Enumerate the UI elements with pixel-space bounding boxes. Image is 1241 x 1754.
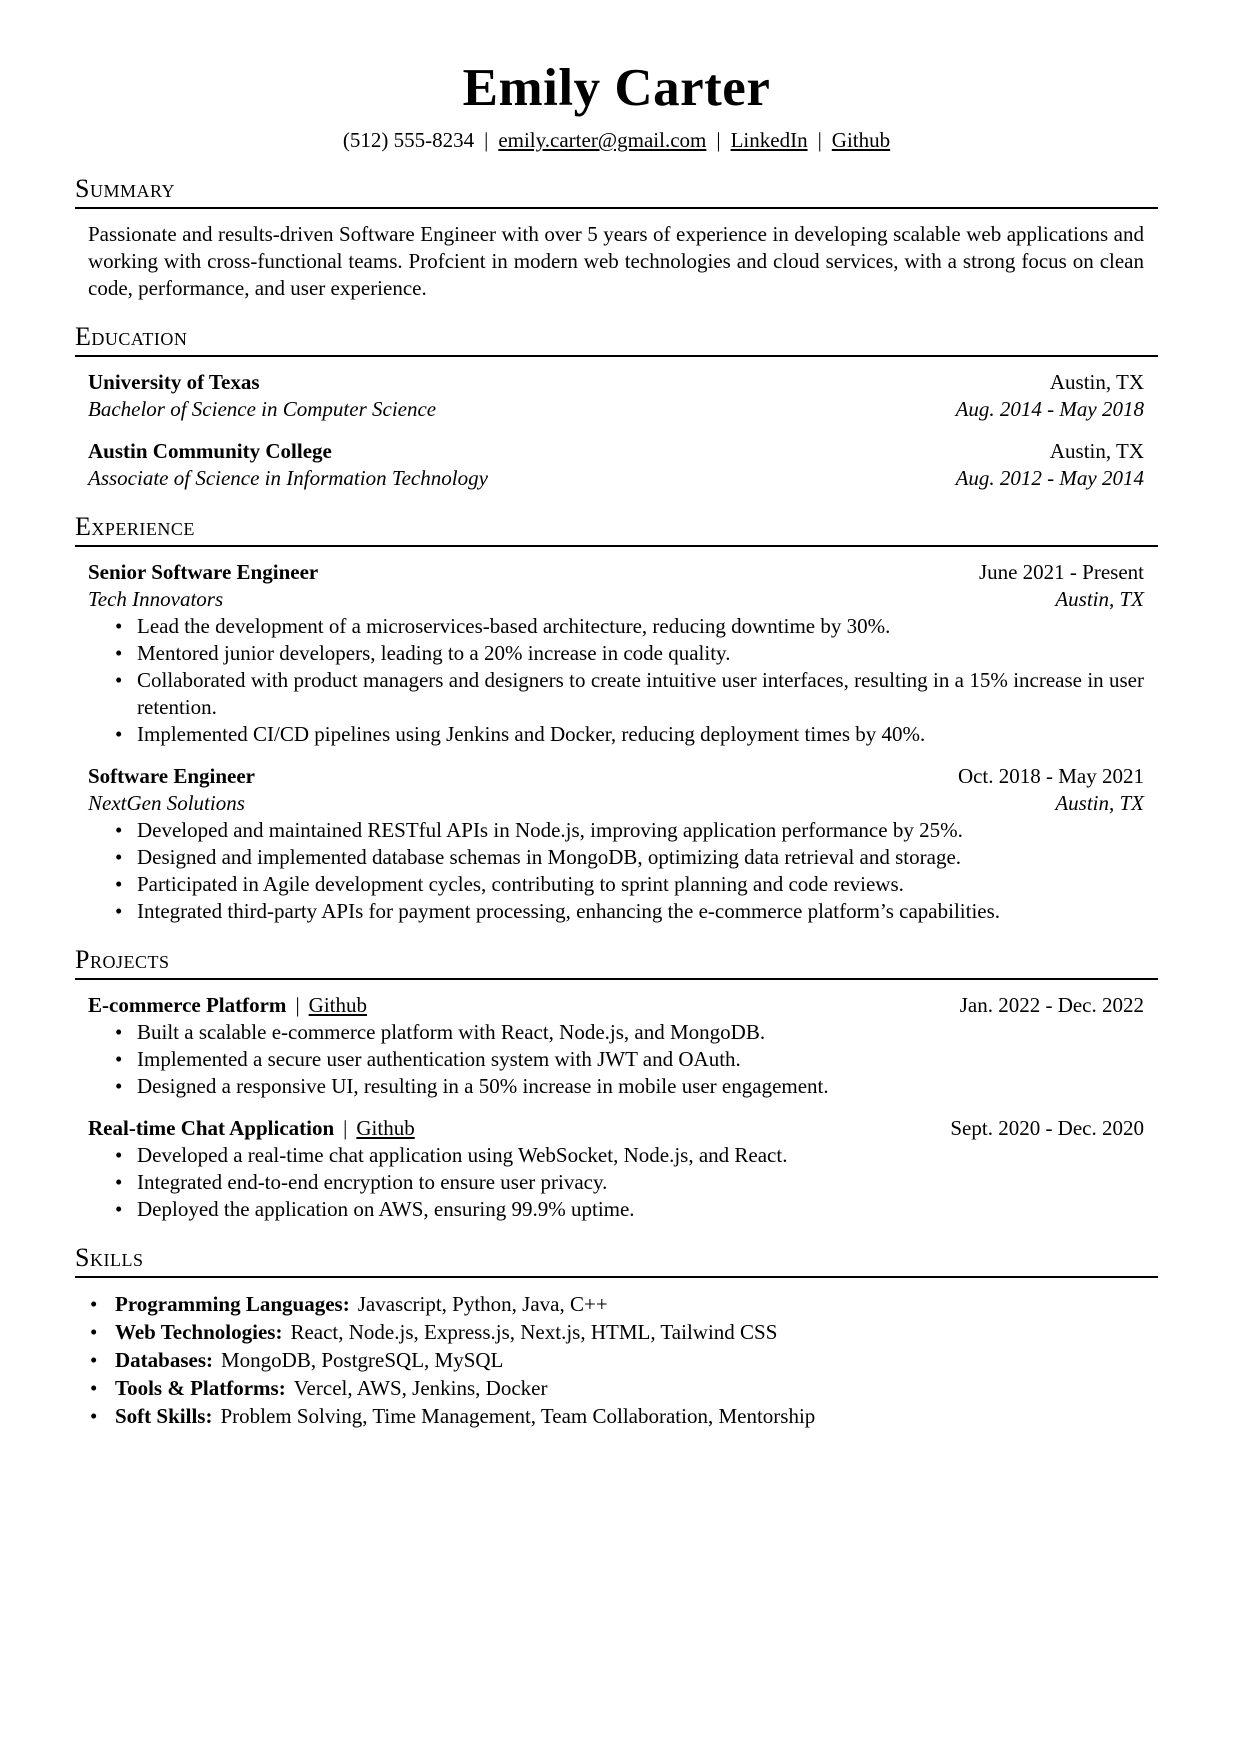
school-location: Austin, TX	[1049, 370, 1144, 394]
skills-list	[88, 1290, 1144, 1430]
email-link[interactable]: emily.carter@gmail.com	[498, 128, 707, 152]
contact-separator: |	[817, 128, 822, 152]
job-bullet-list	[88, 817, 1144, 925]
education-dates: Aug. 2014 - May 2018	[955, 397, 1144, 421]
section-title-projects: Projects	[75, 945, 1158, 980]
bullet-item: • Participated in Agile development cycles, contributing to sprint planning and code reviews.	[115, 871, 1144, 898]
skill-values: Vercel, AWS, Jenkins, Docker	[293, 1376, 548, 1400]
bullet-item: • Designed a responsive UI, resulting in a 50% increase in mobile user engagement.	[115, 1073, 1144, 1100]
job-dates: Oct. 2018 - May 2021	[957, 764, 1144, 788]
section-title-summary: Summary	[75, 174, 1158, 209]
section-skills	[75, 1243, 1158, 1430]
project-github-link[interactable]: Github	[356, 1116, 415, 1140]
resume-header	[75, 58, 1158, 154]
phone-number: (512) 555-8234	[342, 128, 475, 152]
bullet-item: • Integrated end-to-end encryption to ensure user privacy.	[115, 1169, 1144, 1196]
linkedin-link[interactable]: LinkedIn	[730, 128, 808, 152]
skill-category: Web Technologies:	[115, 1320, 283, 1344]
project-heading	[88, 1115, 415, 1142]
bullet-item: • Integrated third-party APIs for payment processing, enhancing the e-commerce platform’s capabilities.	[115, 898, 1144, 925]
section-title-skills: Skills	[75, 1243, 1158, 1278]
education-entry	[88, 369, 1144, 423]
job-title: Senior Software Engineer	[88, 560, 319, 584]
bullet-item: • Mentored junior developers, leading to a 20% increase in code quality.	[115, 640, 1144, 667]
education-dates: Aug. 2012 - May 2014	[955, 466, 1144, 490]
bullet-item: • Implemented a secure user authentication system with JWT and OAuth.	[115, 1046, 1144, 1073]
project-entry	[88, 992, 1144, 1100]
section-experience	[75, 512, 1158, 925]
school-location: Austin, TX	[1049, 439, 1144, 463]
project-entry	[88, 1115, 1144, 1223]
project-bullet-list	[88, 1142, 1144, 1223]
skill-category: Programming Languages:	[115, 1292, 350, 1316]
degree-name: Associate of Science in Information Technology	[88, 466, 488, 490]
job-location: Austin, TX	[1055, 791, 1144, 815]
project-bullet-list	[88, 1019, 1144, 1100]
experience-entry	[88, 763, 1144, 925]
summary-text: Passionate and results-driven Software Engineer with over 5 years of experience in developing scalable web applications and working with cross-functional teams. Profcient in modern web technologies and cloud services, with a strong focus on clean code, performance, and user experience.	[88, 222, 1144, 300]
skill-category: Soft Skills:	[115, 1404, 213, 1428]
section-title-education: Education	[75, 322, 1158, 357]
skill-category: Tools & Platforms:	[115, 1376, 286, 1400]
skill-item	[90, 1374, 1144, 1402]
contact-separator: |	[484, 128, 489, 152]
company-name: NextGen Solutions	[88, 791, 245, 815]
skill-values: React, Node.js, Express.js, Next.js, HTML, Tailwind CSS	[290, 1320, 778, 1344]
skill-values: Problem Solving, Time Management, Team Collaboration, Mentorship	[220, 1404, 816, 1428]
school-name: University of Texas	[88, 370, 260, 394]
job-dates: June 2021 - Present	[978, 560, 1144, 584]
section-projects	[75, 945, 1158, 1223]
project-dates: Jan. 2022 - Dec. 2022	[959, 993, 1144, 1017]
education-entry	[88, 438, 1144, 492]
project-dates: Sept. 2020 - Dec. 2020	[950, 1116, 1144, 1140]
contact-separator: |	[716, 128, 721, 152]
job-location: Austin, TX	[1055, 587, 1144, 611]
job-bullet-list	[88, 613, 1144, 748]
skill-values: Javascript, Python, Java, C++	[357, 1292, 608, 1316]
project-separator: |	[295, 993, 300, 1017]
degree-name: Bachelor of Science in Computer Science	[88, 397, 437, 421]
bullet-item: • Developed a real-time chat application using WebSocket, Node.js, and React.	[115, 1142, 1144, 1169]
bullet-item: • Implemented CI/CD pipelines using Jenkins and Docker, reducing deployment times by 40%.	[115, 721, 1144, 748]
project-heading	[88, 992, 367, 1019]
bullet-item: • Built a scalable e-commerce platform with React, Node.js, and MongoDB.	[115, 1019, 1144, 1046]
section-summary	[75, 174, 1158, 302]
experience-entry	[88, 559, 1144, 748]
company-name: Tech Innovators	[88, 587, 224, 611]
bullet-item: • Developed and maintained RESTful APIs in Node.js, improving application performance by 25%.	[115, 817, 1144, 844]
skill-values: MongoDB, PostgreSQL, MySQL	[221, 1348, 504, 1372]
project-separator: |	[343, 1116, 348, 1140]
school-name: Austin Community College	[88, 439, 332, 463]
person-name: Emily Carter	[462, 59, 771, 117]
skill-item	[90, 1346, 1144, 1374]
skill-item	[90, 1402, 1144, 1430]
skill-item	[90, 1318, 1144, 1346]
skill-category: Databases:	[115, 1348, 213, 1372]
project-name: E-commerce Platform	[88, 993, 287, 1017]
bullet-item: • Deployed the application on AWS, ensuring 99.9% uptime.	[115, 1196, 1144, 1223]
project-github-link[interactable]: Github	[308, 993, 367, 1017]
skill-item	[90, 1290, 1144, 1318]
section-title-experience: Experience	[75, 512, 1158, 547]
github-link[interactable]: Github	[831, 128, 891, 152]
bullet-item: • Collaborated with product managers and designers to create intuitive user interfaces, resulting in a 15% increase in user retention.	[115, 667, 1144, 721]
bullet-item: • Lead the development of a microservices-based architecture, reducing downtime by 30%.	[115, 613, 1144, 640]
project-name: Real-time Chat Application	[88, 1116, 335, 1140]
contact-line	[75, 127, 1158, 154]
section-education	[75, 322, 1158, 492]
job-title: Software Engineer	[88, 764, 256, 788]
bullet-item: • Designed and implemented database schemas in MongoDB, optimizing data retrieval and storage.	[115, 844, 1144, 871]
